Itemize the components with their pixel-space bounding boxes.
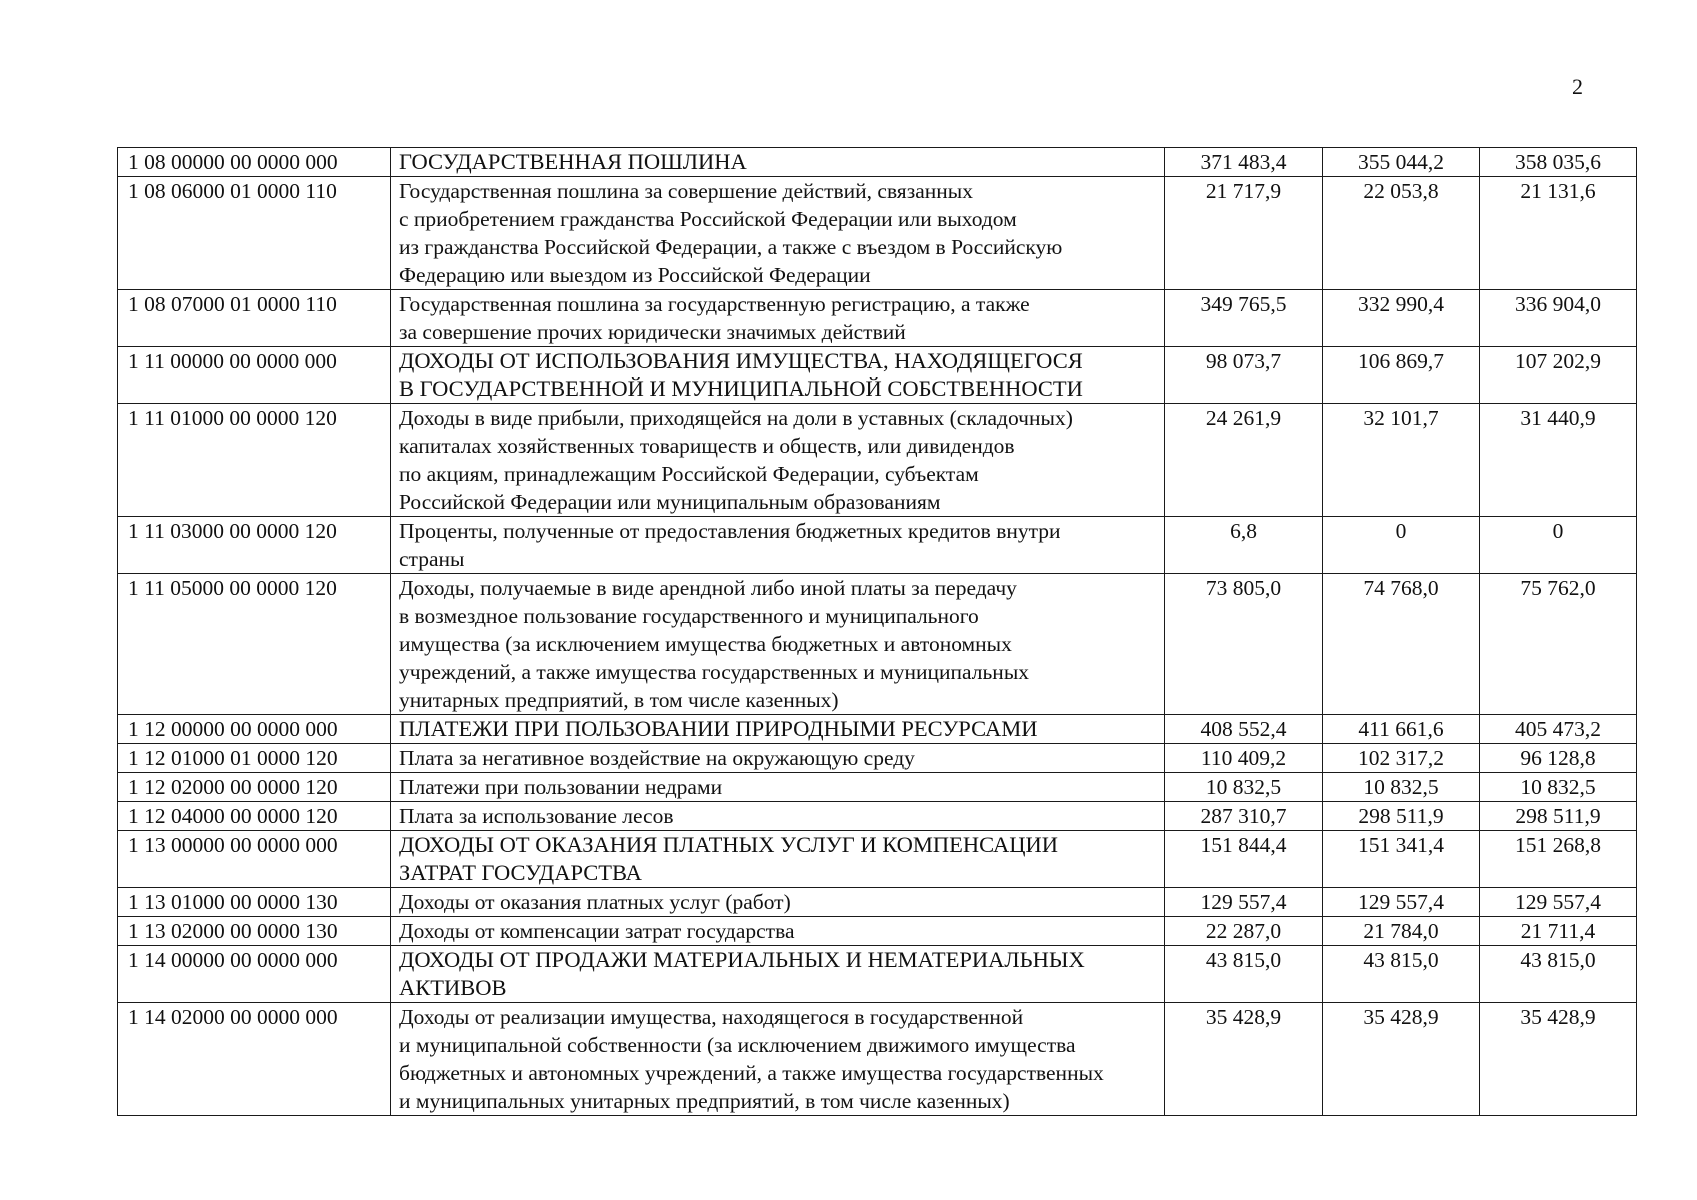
value-cell-year-1: 98 073,7: [1165, 347, 1323, 404]
value-cell-year-2: 74 768,0: [1323, 574, 1480, 715]
revenue-name-cell: ПЛАТЕЖИ ПРИ ПОЛЬЗОВАНИИ ПРИРОДНЫМИ РЕСУРСАМИ: [391, 715, 1165, 744]
value-cell-year-3: 358 035,6: [1480, 148, 1637, 177]
budget-code-cell: 1 11 00000 00 0000 000: [118, 347, 391, 404]
value-cell-year-1: 110 409,2: [1165, 744, 1323, 773]
budget-code-cell: 1 08 00000 00 0000 000: [118, 148, 391, 177]
table-body: [118, 148, 1637, 1116]
revenue-name-cell: ГОСУДАРСТВЕННАЯ ПОШЛИНА: [391, 148, 1165, 177]
budget-code-cell: 1 08 06000 01 0000 110: [118, 177, 391, 290]
budget-code-cell: 1 14 00000 00 0000 000: [118, 946, 391, 1003]
value-cell-year-1: 6,8: [1165, 517, 1323, 574]
page-number: 2: [1572, 74, 1583, 99]
budget-code-cell: 1 13 02000 00 0000 130: [118, 917, 391, 946]
value-cell-year-1: 43 815,0: [1165, 946, 1323, 1003]
budget-revenue-table: [117, 147, 1637, 1116]
value-cell-year-3: 35 428,9: [1480, 1003, 1637, 1116]
revenue-name-cell: Доходы от реализации имущества, находящегося в государственной и муниципальной собственности (за исключением движимого имущества бюджетных и автономных учреждений, а также имущества государственных и муниципальных унитарных предприятий, в том числе казенных): [391, 1003, 1165, 1116]
value-cell-year-2: 332 990,4: [1323, 290, 1480, 347]
revenue-name-cell: ДОХОДЫ ОТ ИСПОЛЬЗОВАНИЯ ИМУЩЕСТВА, НАХОДЯЩЕГОСЯ В ГОСУДАРСТВЕННОЙ И МУНИЦИПАЛЬНОЙ СОБСТВЕННОСТИ: [391, 347, 1165, 404]
value-cell-year-1: 287 310,7: [1165, 802, 1323, 831]
value-cell-year-3: 75 762,0: [1480, 574, 1637, 715]
table-row: [118, 715, 1637, 744]
table-row: [118, 574, 1637, 715]
value-cell-year-2: 106 869,7: [1323, 347, 1480, 404]
budget-code-cell: 1 08 07000 01 0000 110: [118, 290, 391, 347]
budget-code-cell: 1 13 01000 00 0000 130: [118, 888, 391, 917]
value-cell-year-3: 0: [1480, 517, 1637, 574]
revenue-name-cell: Доходы, получаемые в виде арендной либо иной платы за передачу в возмездное пользование государственного и муниципального имущества (за исключением имущества бюджетных и автономных учреждений, а также имущества государственных и муниципальных унитарных предприятий, в том числе казенных): [391, 574, 1165, 715]
revenue-name-cell: Доходы от компенсации затрат государства: [391, 917, 1165, 946]
value-cell-year-1: 22 287,0: [1165, 917, 1323, 946]
revenue-name-cell: Проценты, полученные от предоставления бюджетных кредитов внутри страны: [391, 517, 1165, 574]
budget-code-cell: 1 12 01000 01 0000 120: [118, 744, 391, 773]
value-cell-year-3: 405 473,2: [1480, 715, 1637, 744]
value-cell-year-1: 10 832,5: [1165, 773, 1323, 802]
value-cell-year-2: 151 341,4: [1323, 831, 1480, 888]
revenue-name-cell: Государственная пошлина за государственную регистрацию, а также за совершение прочих юридически значимых действий: [391, 290, 1165, 347]
value-cell-year-2: 21 784,0: [1323, 917, 1480, 946]
value-cell-year-2: 35 428,9: [1323, 1003, 1480, 1116]
budget-code-cell: 1 12 02000 00 0000 120: [118, 773, 391, 802]
value-cell-year-3: 10 832,5: [1480, 773, 1637, 802]
value-cell-year-3: 336 904,0: [1480, 290, 1637, 347]
budget-code-cell: 1 14 02000 00 0000 000: [118, 1003, 391, 1116]
value-cell-year-1: 35 428,9: [1165, 1003, 1323, 1116]
table-row: [118, 773, 1637, 802]
value-cell-year-2: 0: [1323, 517, 1480, 574]
value-cell-year-1: 21 717,9: [1165, 177, 1323, 290]
value-cell-year-1: 129 557,4: [1165, 888, 1323, 917]
budget-code-cell: 1 13 00000 00 0000 000: [118, 831, 391, 888]
value-cell-year-1: 408 552,4: [1165, 715, 1323, 744]
revenue-name-cell: Доходы от оказания платных услуг (работ): [391, 888, 1165, 917]
budget-code-cell: 1 12 04000 00 0000 120: [118, 802, 391, 831]
table-row: [118, 148, 1637, 177]
table-row: [118, 517, 1637, 574]
value-cell-year-1: 24 261,9: [1165, 404, 1323, 517]
table-row: [118, 888, 1637, 917]
table-row: [118, 744, 1637, 773]
budget-code-cell: 1 12 00000 00 0000 000: [118, 715, 391, 744]
table-row: [118, 831, 1637, 888]
table-row: [118, 1003, 1637, 1116]
value-cell-year-2: 32 101,7: [1323, 404, 1480, 517]
value-cell-year-3: 151 268,8: [1480, 831, 1637, 888]
table-row: [118, 347, 1637, 404]
value-cell-year-2: 298 511,9: [1323, 802, 1480, 831]
value-cell-year-2: 129 557,4: [1323, 888, 1480, 917]
revenue-name-cell: Плата за негативное воздействие на окружающую среду: [391, 744, 1165, 773]
revenue-name-cell: ДОХОДЫ ОТ ОКАЗАНИЯ ПЛАТНЫХ УСЛУГ И КОМПЕНСАЦИИ ЗАТРАТ ГОСУДАРСТВА: [391, 831, 1165, 888]
value-cell-year-2: 43 815,0: [1323, 946, 1480, 1003]
table-row: [118, 917, 1637, 946]
revenue-name-cell: ДОХОДЫ ОТ ПРОДАЖИ МАТЕРИАЛЬНЫХ И НЕМАТЕРИАЛЬНЫХ АКТИВОВ: [391, 946, 1165, 1003]
revenue-name-cell: Плата за использование лесов: [391, 802, 1165, 831]
value-cell-year-3: 96 128,8: [1480, 744, 1637, 773]
table-row: [118, 802, 1637, 831]
value-cell-year-1: 151 844,4: [1165, 831, 1323, 888]
value-cell-year-2: 355 044,2: [1323, 148, 1480, 177]
budget-code-cell: 1 11 05000 00 0000 120: [118, 574, 391, 715]
revenue-name-cell: Государственная пошлина за совершение действий, связанных с приобретением гражданства Российской Федерации или выходом из гражданства Российской Федерации, а также с въездом в Российскую Федерацию или выездом из Российской Федерации: [391, 177, 1165, 290]
value-cell-year-3: 107 202,9: [1480, 347, 1637, 404]
value-cell-year-2: 22 053,8: [1323, 177, 1480, 290]
value-cell-year-2: 10 832,5: [1323, 773, 1480, 802]
value-cell-year-3: 298 511,9: [1480, 802, 1637, 831]
value-cell-year-1: 73 805,0: [1165, 574, 1323, 715]
revenue-name-cell: Платежи при пользовании недрами: [391, 773, 1165, 802]
budget-code-cell: 1 11 03000 00 0000 120: [118, 517, 391, 574]
table-row: [118, 404, 1637, 517]
table-row: [118, 946, 1637, 1003]
value-cell-year-3: 129 557,4: [1480, 888, 1637, 917]
value-cell-year-3: 43 815,0: [1480, 946, 1637, 1003]
value-cell-year-3: 31 440,9: [1480, 404, 1637, 517]
value-cell-year-2: 411 661,6: [1323, 715, 1480, 744]
value-cell-year-1: 349 765,5: [1165, 290, 1323, 347]
budget-code-cell: 1 11 01000 00 0000 120: [118, 404, 391, 517]
value-cell-year-2: 102 317,2: [1323, 744, 1480, 773]
value-cell-year-3: 21 711,4: [1480, 917, 1637, 946]
revenue-name-cell: Доходы в виде прибыли, приходящейся на доли в уставных (складочных) капиталах хозяйственных товариществ и обществ, или дивидендов по акциям, принадлежащим Российской Федерации, субъектам Российской Федерации или муниципальным образованиям: [391, 404, 1165, 517]
value-cell-year-1: 371 483,4: [1165, 148, 1323, 177]
table-row: [118, 177, 1637, 290]
value-cell-year-3: 21 131,6: [1480, 177, 1637, 290]
table-row: [118, 290, 1637, 347]
